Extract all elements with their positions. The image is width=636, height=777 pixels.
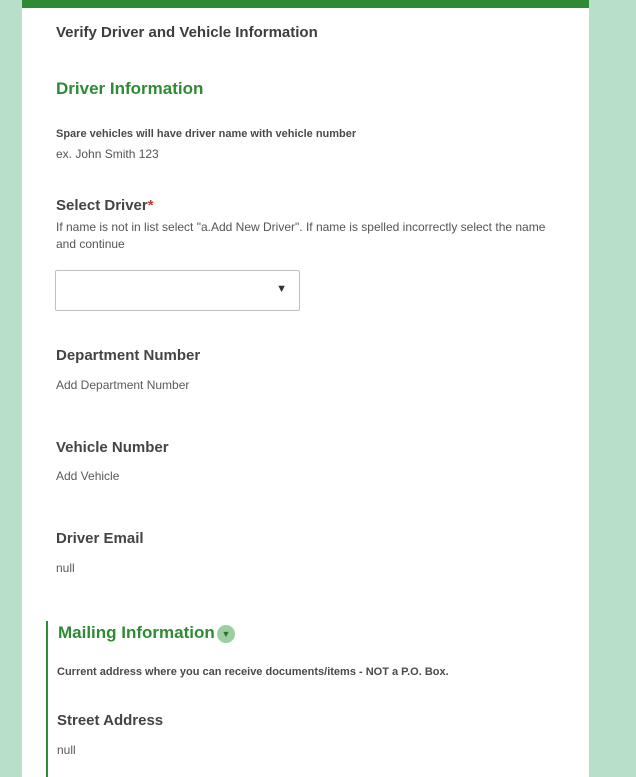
street-address-label: Street Address — [57, 712, 164, 729]
form-title: Verify Driver and Vehicle Information — [56, 24, 318, 41]
caret-down-icon: ▼ — [276, 283, 287, 295]
required-mark: * — [147, 197, 154, 214]
spare-vehicle-note: Spare vehicles will have driver name with vehicle number — [56, 128, 357, 140]
department-number-label: Department Number — [56, 347, 201, 364]
vehicle-number-label: Vehicle Number — [56, 439, 169, 456]
driver-email-label: Driver Email — [56, 530, 144, 547]
driver-example-note: ex. John Smith 123 — [56, 147, 159, 161]
mailing-section-heading[interactable]: Mailing Information — [58, 623, 215, 642]
department-number-value[interactable]: Add Department Number — [56, 378, 190, 392]
mailing-section-accent — [46, 621, 48, 777]
vehicle-number-value[interactable]: Add Vehicle — [56, 469, 120, 483]
mailing-address-note: Current address where you can receive documents/items - NOT a P.O. Box. — [57, 666, 449, 678]
form-card — [22, 0, 589, 777]
select-driver-label: Select Driver* — [56, 197, 154, 214]
driver-email-value: null — [56, 561, 75, 575]
chevron-down-icon[interactable]: ▼ — [217, 625, 235, 643]
select-driver-help: If name is not in list select "a.Add New Driver". If name is spelled incorrectly select the name and continue — [56, 220, 546, 251]
street-address-value: null — [57, 743, 76, 757]
select-driver-dropdown[interactable] — [55, 270, 300, 311]
driver-section-heading: Driver Information — [56, 79, 204, 98]
header-accent-bar — [22, 0, 589, 8]
